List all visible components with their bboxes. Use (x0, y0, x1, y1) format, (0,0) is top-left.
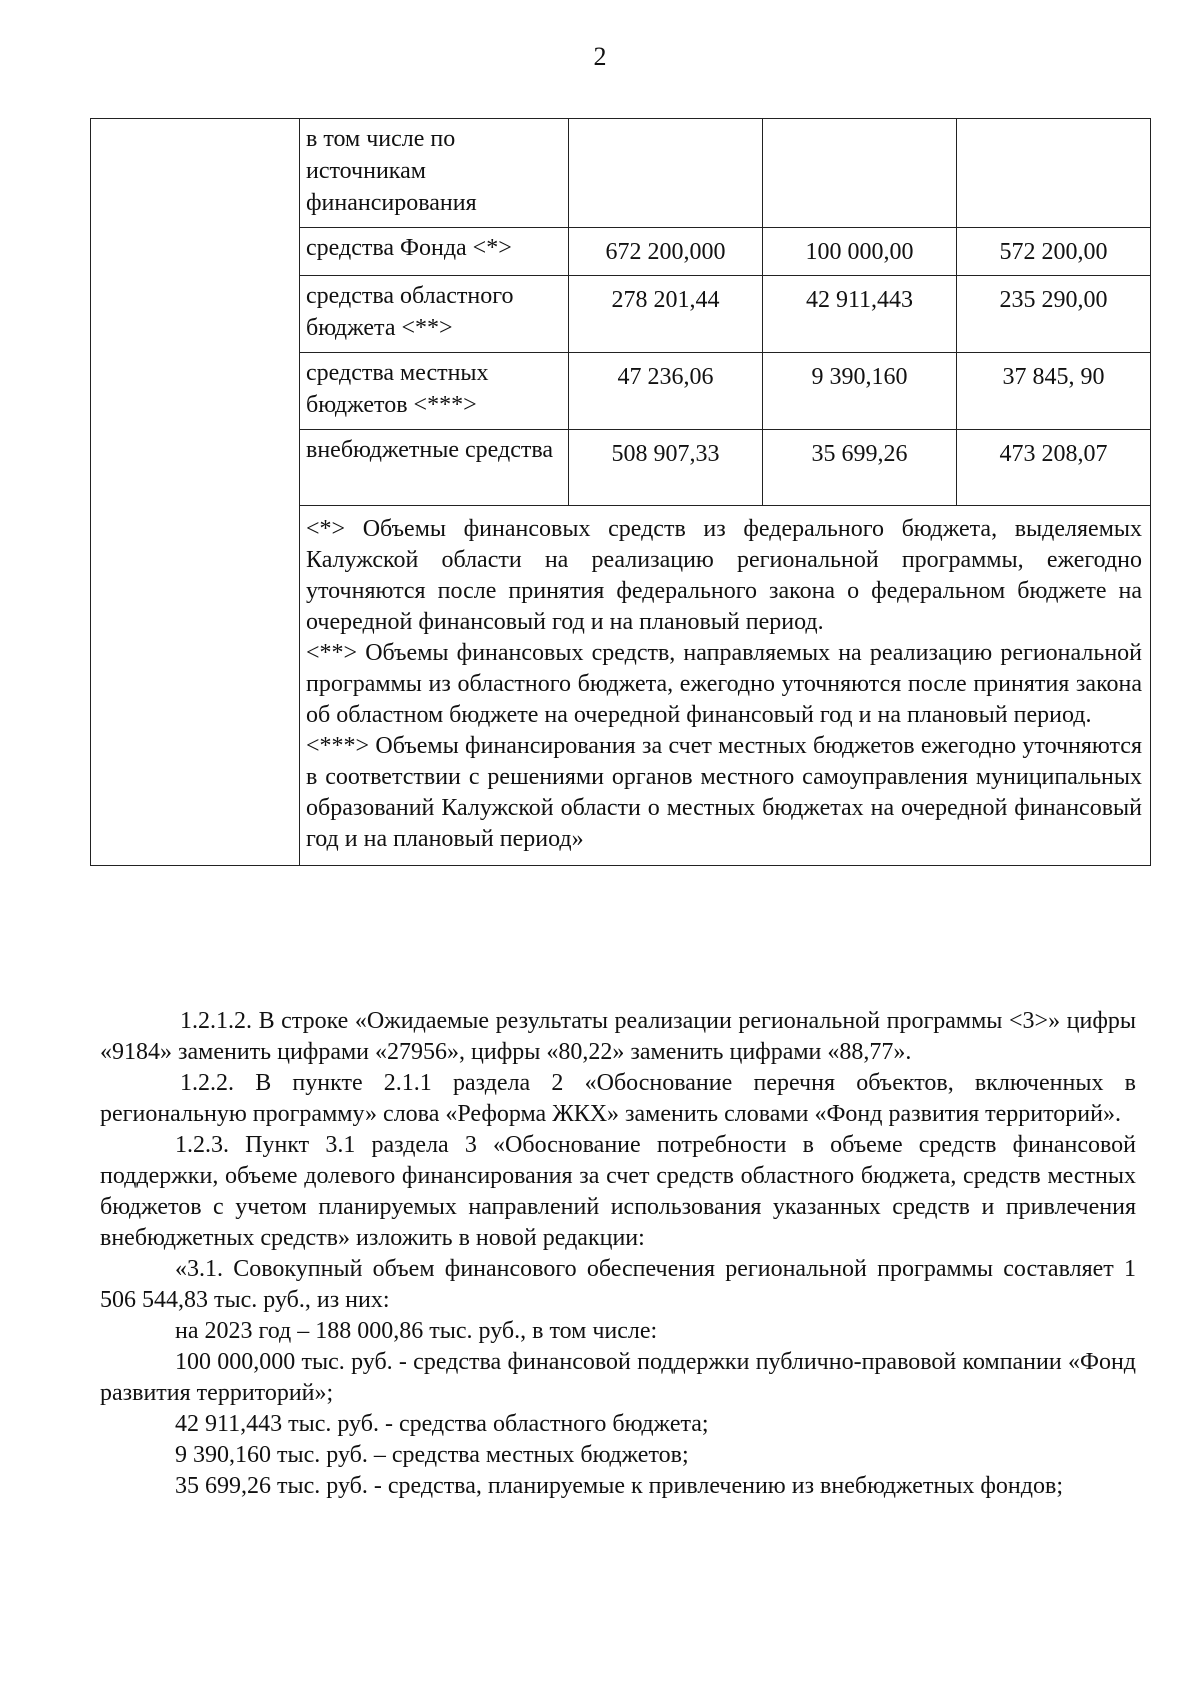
page-number: 2 (593, 42, 607, 71)
table-cell-value: 278 201,44 (569, 276, 763, 353)
table-cell-value: 508 907,33 (569, 430, 763, 506)
table-empty-column (91, 119, 300, 866)
table-cell-value: 235 290,00 (957, 276, 1151, 353)
table-cell-label: средства Фонда <*> (300, 228, 569, 276)
table-cell-value: 47 236,06 (569, 353, 763, 430)
paragraph-fund: 100 000,000 тыс. руб. - средства финансовой поддержки публично-правовой компании «Фонд развития территорий»; (100, 1349, 1136, 1406)
table-cell-empty (569, 119, 763, 228)
table-cell-value: 572 200,00 (957, 228, 1151, 276)
table-cell-value: 473 208,07 (957, 430, 1151, 506)
table-cell-label: средства областного бюджета <**> (300, 276, 569, 353)
paragraph-2023: на 2023 год – 188 000,86 тыс. руб., в том числе: (175, 1318, 658, 1344)
table-cell-value: 9 390,160 (763, 353, 957, 430)
footnote-federal: <*> Объемы финансовых средств из федерального бюджета, выделяемых Калужской области на реализацию региональной программы, ежегодно уточняются после принятия федерального закона о федеральном бюджете на очередной финансовый год и на плановый период. (306, 516, 1142, 635)
paragraph-local-budgets: 9 390,160 тыс. руб. – средства местных бюджетов; (175, 1442, 689, 1468)
paragraph-1-2-2: 1.2.2. В пункте 2.1.1 раздела 2 «Обоснование перечня объектов, включенных в региональную программу» слова «Реформа ЖКХ» заменить словами «Фонд развития территорий». (100, 1070, 1136, 1127)
paragraph-1-2-1-2: 1.2.1.2. В строке «Ожидаемые результаты реализации региональной программы <3>» цифры «9184» заменить цифрами «27956», цифры «80,22» заменить цифрами «88,77». (100, 1008, 1136, 1065)
table-cell-value: 672 200,000 (569, 228, 763, 276)
document-body (100, 1006, 1136, 1502)
paragraph-regional-budget: 42 911,443 тыс. руб. - средства областного бюджета; (175, 1411, 709, 1437)
footnote-regional: <**> Объемы финансовых средств, направляемых на реализацию региональной программы из областного бюджета, ежегодно уточняются после принятия закона об областном бюджете на очередной финансовый год и на плановый период. (306, 640, 1142, 728)
table-cell-label: средства местных бюджетов <***> (300, 353, 569, 430)
financing-table (90, 118, 1151, 866)
table-cell-label: внебюджетные средства (300, 430, 569, 506)
table-cell-value: 100 000,00 (763, 228, 957, 276)
table-cell-value: 42 911,443 (763, 276, 957, 353)
table-cell-empty (763, 119, 957, 228)
table-notes (300, 506, 1151, 866)
paragraph-extrabudgetary: 35 699,26 тыс. руб. - средства, планируемые к привлечению из внебюджетных фондов; (175, 1473, 1063, 1499)
table-row (91, 119, 1151, 228)
footnote-local: <***> Объемы финансирования за счет местных бюджетов ежегодно уточняются в соответствии с решениями органов местного самоуправления муниципальных образований Калужской области о местных бюджетах на очередной финансовый год и на плановый период» (306, 733, 1142, 852)
table-cell-empty (957, 119, 1151, 228)
table-cell-label: в том числе по источникам финансирования (300, 119, 569, 228)
table-cell-value: 35 699,26 (763, 430, 957, 506)
table-cell-value: 37 845, 90 (957, 353, 1151, 430)
paragraph-1-2-3: 1.2.3. Пункт 3.1 раздела 3 «Обоснование потребности в объеме средств финансовой поддержки, объеме долевого финансирования за счет средств областного бюджета, средств местных бюджетов с учетом планируемых направлений использования указанных средств и привлечения внебюджетных средств» изложить в новой редакции: (100, 1132, 1136, 1251)
paragraph-3-1: «3.1. Совокупный объем финансового обеспечения региональной программы составляет 1 506 544,83 тыс. руб., из них: (100, 1256, 1136, 1313)
